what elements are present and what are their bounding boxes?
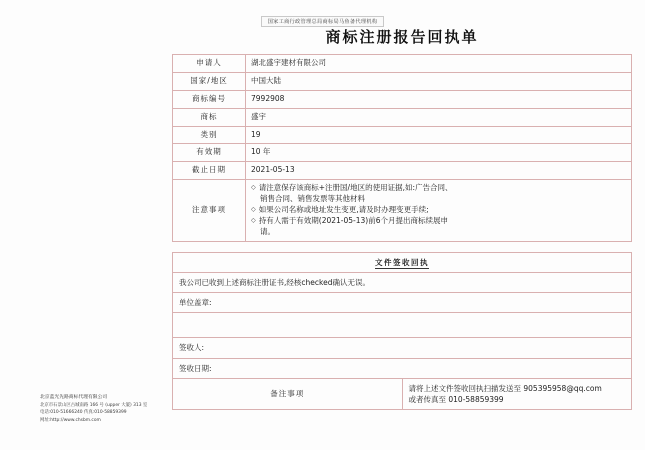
footer-block bbox=[40, 394, 147, 424]
row-value-validity: 10 年 bbox=[246, 144, 632, 162]
row-label-deadline: 截止日期 bbox=[173, 162, 246, 180]
table-row bbox=[173, 72, 632, 90]
remark-row bbox=[173, 378, 632, 410]
note-line bbox=[251, 183, 626, 194]
receipt-title-cell bbox=[173, 252, 632, 272]
footer-address: 北京市石景山区古城南路 166 号 (upper 大厦) 313 室 bbox=[40, 403, 148, 409]
receipt-body-row bbox=[173, 272, 632, 292]
row-label-trademark: 商标 bbox=[173, 108, 246, 126]
receipt-table bbox=[172, 252, 632, 411]
footer-tel: 电话:010-51666240 传真:010-58859399 bbox=[40, 410, 127, 416]
note-text: 请注意保存该商标+注册国/地区的使用证据,如:广告合同、 bbox=[258, 183, 453, 193]
table-row bbox=[173, 55, 632, 73]
trademark-info-table bbox=[172, 54, 632, 242]
row-value-notes bbox=[246, 180, 632, 241]
receipt-field-row bbox=[173, 293, 632, 313]
receipt-body-cell: 我公司已收到上述商标注册证书,经核checked确认无误。 bbox=[173, 272, 632, 292]
remark-line: 请将上述文件签收回执扫描发送至 905395958@qq.com bbox=[408, 383, 602, 393]
remark-line: 或者传真至 010-58859399 bbox=[408, 395, 504, 404]
note-text: 持有人需于有效期(2021-05-13)前6个月提出商标续展申 bbox=[258, 215, 448, 225]
receipt-title-row bbox=[173, 252, 632, 272]
receipt-field-date: 签收日期: bbox=[173, 358, 632, 378]
diamond-bullet-icon: ◇ bbox=[251, 184, 256, 192]
note-line bbox=[251, 227, 626, 238]
note-line bbox=[251, 205, 626, 216]
row-value-applicant: 湖北盛宇建材有限公司 bbox=[246, 55, 632, 73]
receipt-section bbox=[172, 252, 632, 411]
footer-web: 网址:http://www.chsbm.com bbox=[40, 417, 101, 423]
row-value-country: 中国大陆 bbox=[246, 72, 632, 90]
receipt-title-text: 文件签收回执 bbox=[375, 257, 429, 267]
note-line bbox=[251, 216, 626, 227]
diamond-bullet-icon: ◇ bbox=[251, 216, 256, 224]
row-label-country: 国家/地区 bbox=[173, 72, 246, 90]
document-body bbox=[172, 26, 632, 410]
receipt-field-row bbox=[173, 338, 632, 358]
table-row-notes bbox=[173, 180, 632, 241]
receipt-field-row bbox=[173, 358, 632, 378]
row-label-trademark-no: 商标编号 bbox=[173, 90, 246, 108]
row-label-applicant: 申请人 bbox=[173, 55, 246, 73]
row-value-class: 19 bbox=[246, 126, 632, 144]
row-label-notes: 注意事项 bbox=[173, 180, 246, 241]
receipt-field-signer: 签收人: bbox=[173, 338, 632, 358]
row-value-trademark: 盛宇 bbox=[246, 108, 632, 126]
receipt-field-seal: 单位盖章: bbox=[173, 293, 632, 313]
note-line bbox=[251, 194, 626, 205]
row-label-class: 类别 bbox=[173, 126, 246, 144]
remark-body bbox=[402, 378, 632, 410]
page-title: 商标注册报告回执单 bbox=[325, 28, 479, 46]
table-row bbox=[173, 144, 632, 162]
table-row bbox=[173, 90, 632, 108]
table-row bbox=[173, 162, 632, 180]
note-text: 如果公司名称或地址发生变更,请及时办理变更手续; bbox=[258, 204, 429, 214]
note-text: 销售合同、销售发票等其他材料 bbox=[260, 194, 365, 203]
agency-stamp-bar bbox=[0, 8, 645, 27]
table-row bbox=[173, 126, 632, 144]
row-value-deadline: 2021-05-13 bbox=[246, 162, 632, 180]
receipt-blank-cell bbox=[173, 313, 632, 338]
note-text: 请。 bbox=[260, 226, 275, 236]
receipt-blank-row bbox=[173, 313, 632, 338]
agency-stamp-text: 国家工商行政管理总局商标局马鱼备代理机构 bbox=[261, 16, 385, 27]
table-row bbox=[173, 108, 632, 126]
remark-label: 备注事项 bbox=[173, 378, 403, 410]
footer-company: 北京蓝光先路商标代理有限公司 bbox=[40, 395, 108, 401]
diamond-bullet-icon: ◇ bbox=[251, 205, 256, 213]
row-label-validity: 有效期 bbox=[173, 144, 246, 162]
row-value-trademark-no: 7992908 bbox=[246, 90, 632, 108]
